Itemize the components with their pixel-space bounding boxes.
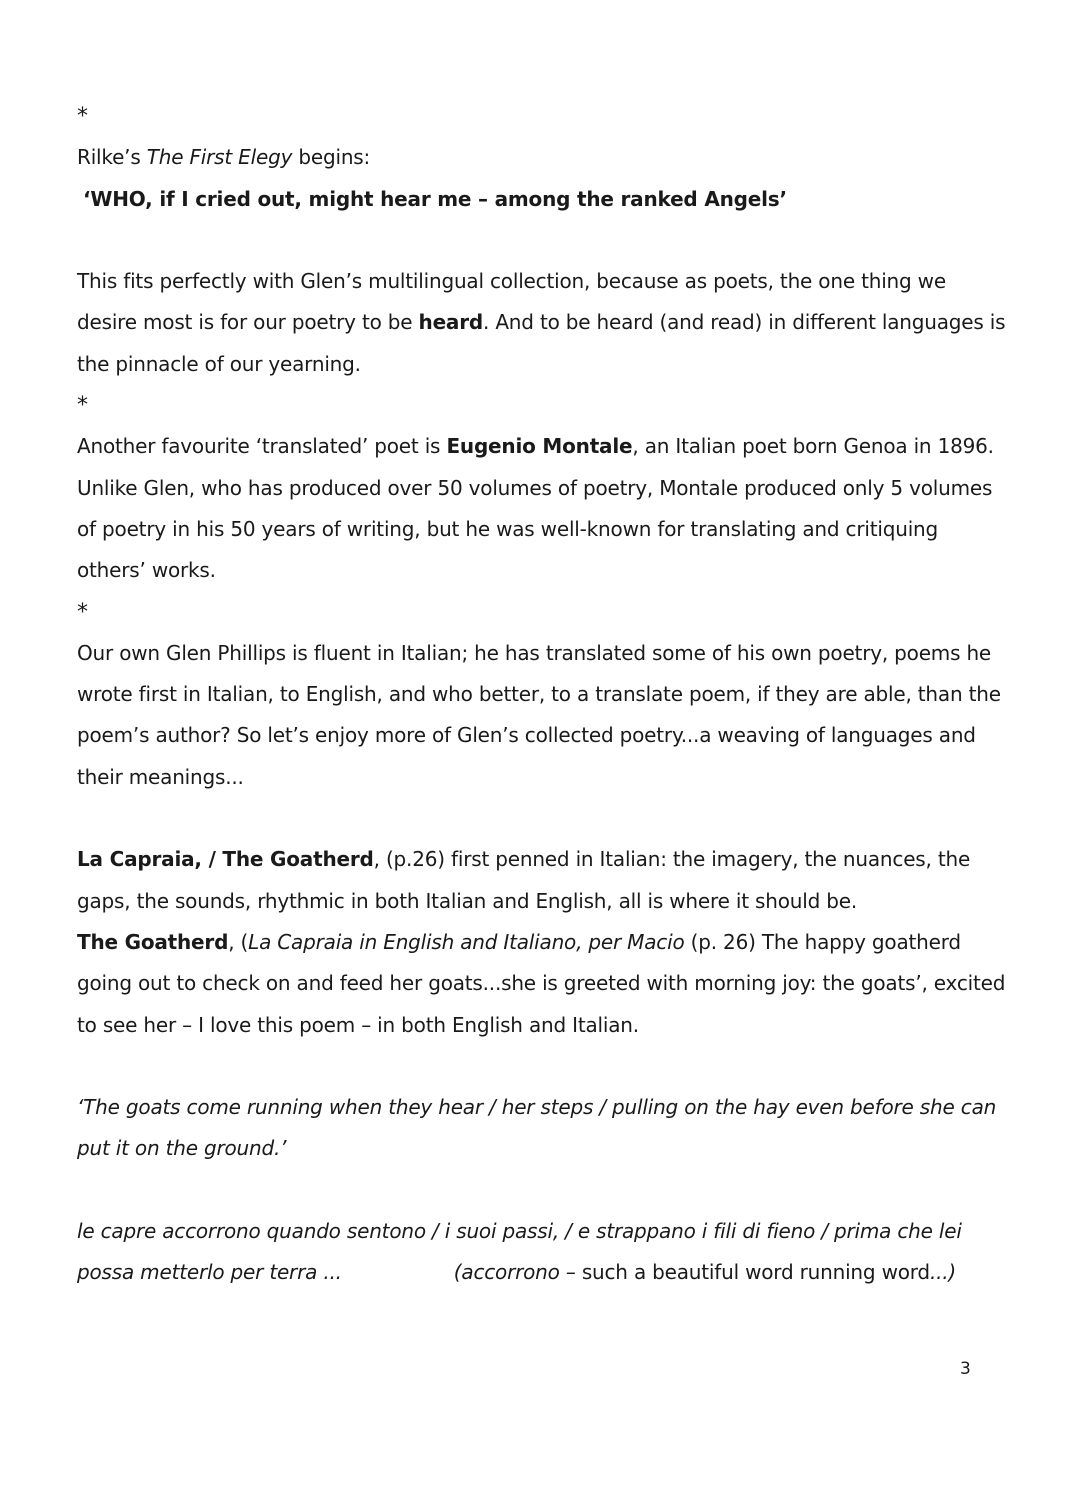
page-number: 3 <box>960 1359 971 1379</box>
paragraph-montale-before: Another favourite ‘translated’ poet is <box>77 434 447 459</box>
poet-name-montale: Eugenio Montale <box>446 434 633 459</box>
note-close: ...) <box>929 1260 957 1285</box>
paragraph-glen: Our own Glen Phillips is fluent in Italian; he has translated some of his own poetry, poems he wrote first in Italian, to English, and who better, to a translate poem, if they are able, than the poem’s author? So let’s enjoy more of Glen’s collected poetry...a weaving of languages and their meanings... <box>77 640 1001 789</box>
page-content <box>77 96 1007 1294</box>
paragraph-gap <box>77 1046 1007 1087</box>
paragraph-gap <box>77 220 1007 261</box>
section-separator: * <box>77 104 88 129</box>
rilke-quote: ‘WHO, if I cried out, might hear me – among the ranked Angels’ <box>83 186 787 211</box>
paragraph-capraia-after: , (p.26) first penned in Italian: the imagery, the nuances, the gaps, the sounds, rhythmic in both Italian and English, all is where it should be. <box>77 847 971 913</box>
section-separator: * <box>77 599 88 625</box>
section-separator: * <box>77 393 88 419</box>
poem-title-goatherd: The Goatherd <box>77 929 229 954</box>
quote-italian-text: le capre accorrono quando sentono / i suoi passi, / e strappano i fili di fieno / prima che lei possa metterlo per terra ... <box>77 1219 962 1285</box>
rilke-intro <box>77 137 1007 178</box>
quote-english: ‘The goats come running when they hear / her steps / pulling on the hay even before she can put it on the ground.’ <box>77 1095 997 1161</box>
quote-italian <box>77 1211 1007 1294</box>
rilke-prefix: Rilke’s <box>77 145 147 170</box>
paragraph-gap <box>77 798 1007 839</box>
paragraph-heard-bold: heard <box>418 310 484 335</box>
book-reference: La Capraia in English and Italiano, per Macio <box>248 929 685 954</box>
paragraph-goatherd-after: (p. 26) The happy goatherd going out to check on and feed her goats...she is greeted with morning joy: the goats’, excited to see her – I love this poem – in both English and Italian. <box>77 929 1006 1037</box>
note-open: (accorrono <box>453 1260 560 1285</box>
note-dash: – <box>559 1260 582 1285</box>
note-text: such a beautiful word running word <box>581 1260 930 1285</box>
rilke-title: The First Elegy <box>146 145 293 170</box>
paragraph-capraia <box>77 839 1007 1045</box>
paragraph-heard-after: . And to be heard (and read) in different languages is the pinnacle of our yearning. <box>77 310 1006 376</box>
paragraph-montale-after: , an Italian poet born Genoa in 1896. Unlike Glen, who has produced over 50 volumes of poetry, Montale produced only 5 volumes of poetry in his 50 years of writing, but he was well-known for translating and critiquing others’ works. <box>77 434 994 583</box>
paragraph-heard <box>77 261 1007 385</box>
paragraph-montale <box>77 426 1007 591</box>
paragraph-gap <box>77 1170 1007 1211</box>
paragraph-heard-before: This fits perfectly with Glen’s multilingual collection, because as poets, the one thing we desire most is for our poetry to be <box>77 269 946 335</box>
rilke-suffix: begins: <box>292 145 371 170</box>
poem-title-capraia: La Capraia, / The Goatherd <box>77 847 374 872</box>
paragraph-goatherd-open: , ( <box>228 929 249 954</box>
